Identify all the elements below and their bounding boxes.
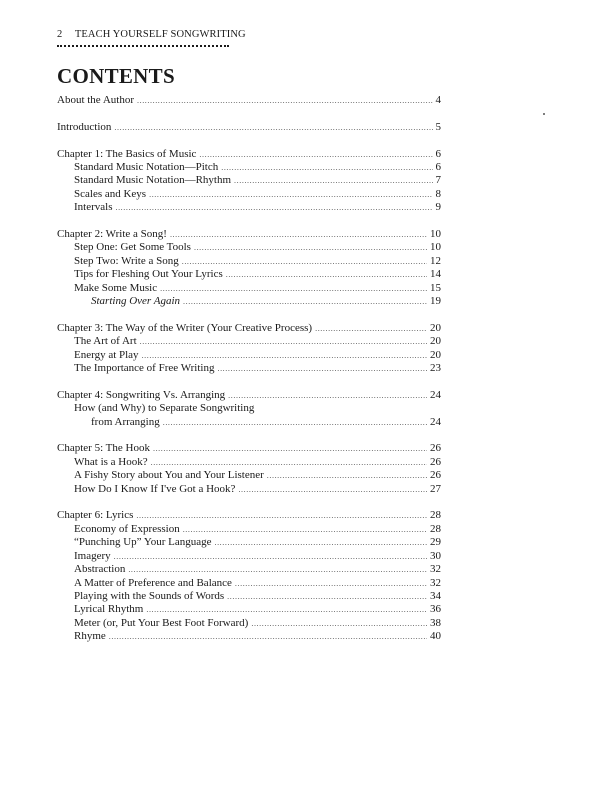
- dot-leader: [137, 94, 433, 107]
- dot-leader: [153, 442, 427, 455]
- toc-page-number: 32: [430, 563, 441, 576]
- toc-entry-label: Economy of Expression: [74, 522, 180, 535]
- dot-leader: [251, 617, 427, 630]
- toc-entry-got-a-hook[interactable]: [57, 483, 441, 496]
- toc-page-number: 7: [435, 174, 441, 187]
- toc-page-number: 23: [430, 362, 441, 375]
- toc-entry-label: Starting Over Again: [91, 295, 181, 308]
- toc-page-number: 8: [435, 187, 441, 200]
- dot-leader: [149, 188, 432, 201]
- dot-leader: [217, 362, 427, 375]
- spacer: [57, 107, 441, 120]
- toc-entry-label: Tips for Fleshing Out Your Lyrics: [74, 268, 223, 281]
- toc-entry-label: Standard Music Notation—Pitch: [74, 161, 219, 173]
- toc-entry-economy-of-expression[interactable]: [57, 523, 441, 536]
- toc-entry-label: Chapter 6: Lyrics: [57, 509, 134, 522]
- toc-entry-lyrical-rhythm[interactable]: [57, 603, 441, 616]
- dot-leader: [114, 550, 427, 563]
- toc-entry-label: How Do I Know If I've Got a Hook?: [74, 482, 236, 495]
- dot-leader: [163, 416, 427, 429]
- toc-page-number: 26: [430, 442, 441, 455]
- toc-entry-label: Chapter 5: The Hook: [57, 442, 150, 455]
- toc-page-number: 30: [430, 549, 441, 562]
- toc-page-number: 38: [430, 616, 441, 629]
- toc-page-number: 4: [435, 94, 441, 106]
- toc-entry-energy-at-play[interactable]: [57, 349, 441, 362]
- toc-entry-rhyme[interactable]: [57, 630, 441, 643]
- toc-entry-step-two[interactable]: [57, 255, 441, 268]
- dot-leader: [183, 295, 427, 308]
- dot-leader: [267, 469, 427, 482]
- dot-leader: [151, 456, 427, 469]
- toc-entry-separate-songwriting-line1[interactable]: [57, 402, 441, 415]
- toc-entry-label: Energy at Play: [74, 348, 139, 361]
- toc-entry-label: Chapter 1: The Basics of Music: [57, 147, 197, 160]
- toc-entry-punching-up[interactable]: [57, 536, 441, 549]
- toc-entry-notation-rhythm[interactable]: [57, 174, 441, 187]
- toc-page-number: 20: [430, 321, 441, 334]
- toc-entry-label: A Fishy Story about You and Your Listener: [74, 469, 264, 482]
- toc-entry-art-of-art[interactable]: [57, 335, 441, 348]
- toc-page-number: 34: [430, 589, 441, 602]
- stray-mark: [543, 113, 545, 115]
- spacer: [57, 215, 441, 228]
- toc-entry-label: Chapter 2: Write a Song!: [57, 228, 167, 241]
- toc-entry-from-arranging[interactable]: [57, 416, 441, 429]
- toc-page-number: 28: [430, 522, 441, 535]
- toc-entry-chapter-1[interactable]: [57, 148, 441, 161]
- toc-page-number: 6: [435, 161, 441, 173]
- toc-entry-what-is-a-hook[interactable]: [57, 456, 441, 469]
- toc-page-number: 10: [430, 228, 441, 241]
- dot-leader: [136, 509, 427, 522]
- toc-page-number: 28: [430, 509, 441, 522]
- toc-page-number: 14: [430, 268, 441, 281]
- dot-leader: [238, 483, 427, 496]
- spacer: [57, 375, 441, 388]
- toc-entry-label: Imagery: [74, 549, 111, 562]
- toc-page-number: 19: [430, 295, 441, 308]
- toc-entry-intervals[interactable]: [57, 201, 441, 214]
- dot-leader: [227, 590, 427, 603]
- toc-entry-free-writing[interactable]: [57, 362, 441, 375]
- toc-page-number: 5: [435, 120, 441, 133]
- toc-page-number: 29: [430, 536, 441, 549]
- toc-entry-label: What is a Hook?: [74, 455, 148, 468]
- toc-page-number: 32: [430, 576, 441, 589]
- toc-entry-chapter-4[interactable]: [57, 389, 441, 402]
- dot-leader: [226, 268, 427, 281]
- toc-page-number: 36: [430, 603, 441, 616]
- toc-entry-label: Step One: Get Some Tools: [74, 241, 191, 254]
- toc-entry-label: Introduction: [57, 120, 112, 133]
- toc-entry-chapter-3[interactable]: [57, 322, 441, 335]
- dot-leader: [194, 241, 427, 254]
- toc-entry-label: Chapter 4: Songwriting Vs. Arranging: [57, 388, 226, 401]
- dot-leader: [183, 523, 427, 536]
- toc-page-number: 20: [430, 348, 441, 361]
- toc-page-number: 12: [430, 254, 441, 267]
- dot-leader: [109, 630, 427, 643]
- toc-entry-label: Intervals: [74, 201, 113, 214]
- toc-entry-label: The Importance of Free Writing: [74, 362, 215, 375]
- toc-entry-label: Standard Music Notation—Rhythm: [74, 174, 232, 187]
- toc-entry-label: The Art of Art: [74, 335, 137, 348]
- toc-entry-about-the-author[interactable]: [57, 94, 441, 107]
- toc-entry-label: Step Two: Write a Song: [74, 254, 179, 267]
- dot-leader: [170, 228, 427, 241]
- toc-entry-imagery[interactable]: [57, 550, 441, 563]
- toc-entry-label: Meter (or, Put Your Best Foot Forward): [74, 616, 249, 629]
- toc-entry-abstraction[interactable]: [57, 563, 441, 576]
- toc-entry-meter[interactable]: [57, 617, 441, 630]
- toc-page-number: 26: [430, 455, 441, 468]
- spacer: [57, 496, 441, 509]
- header-page-number: 2: [57, 29, 63, 40]
- toc-entry-step-one[interactable]: [57, 241, 441, 254]
- toc-entry-label: Lyrical Rhythm: [74, 603, 144, 616]
- toc-entry-label: About the Author: [57, 94, 134, 106]
- toc-entry-label: How (and Why) to Separate Songwriting: [74, 402, 255, 415]
- dot-leader: [228, 389, 427, 402]
- spacer: [57, 429, 441, 442]
- header-dotted-rule: [57, 45, 229, 47]
- header-book-title: TEACH YOURSELF SONGWRITING: [74, 29, 246, 40]
- toc-page-number: 26: [430, 469, 441, 482]
- toc-entry-label: Make Some Music: [74, 281, 158, 294]
- running-header: [57, 29, 246, 40]
- toc-page-number: 40: [430, 630, 441, 643]
- toc-page-number: 24: [430, 388, 441, 401]
- toc-page-number: 10: [430, 241, 441, 254]
- toc-entry-sounds-of-words[interactable]: [57, 590, 441, 603]
- toc-entry-label: Rhyme: [74, 630, 106, 643]
- dot-leader: [142, 349, 427, 362]
- dot-leader: [235, 577, 427, 590]
- toc-entry-starting-over-again[interactable]: [57, 295, 441, 308]
- dot-leader: [115, 201, 432, 214]
- toc-page-number: 24: [430, 415, 441, 428]
- dot-leader: [146, 603, 427, 616]
- dot-leader: [182, 255, 427, 268]
- table-of-contents: [57, 94, 441, 644]
- dot-leader: [199, 148, 432, 161]
- toc-entry-preference-and-balance[interactable]: [57, 577, 441, 590]
- dot-leader: [160, 282, 427, 295]
- dot-leader: [221, 161, 432, 174]
- spacer: [57, 308, 441, 321]
- toc-entry-fleshing-out-lyrics[interactable]: [57, 268, 441, 281]
- dot-leader: [114, 121, 432, 134]
- toc-entry-chapter-5[interactable]: [57, 442, 441, 455]
- toc-entry-label: “Punching Up” Your Language: [74, 536, 212, 549]
- toc-entry-label: Scales and Keys: [74, 187, 147, 200]
- dot-leader: [128, 563, 427, 576]
- toc-entry-label: A Matter of Preference and Balance: [74, 576, 232, 589]
- toc-page-number: 15: [430, 281, 441, 294]
- toc-entry-label: from Arranging: [91, 415, 160, 428]
- toc-entry-label: Abstraction: [74, 563, 126, 576]
- toc-page-number: 9: [435, 201, 441, 214]
- toc-page-number: 20: [430, 335, 441, 348]
- toc-entry-label: Chapter 3: The Way of the Writer (Your Creative Process): [57, 321, 313, 334]
- dot-leader: [214, 536, 427, 549]
- toc-entry-chapter-2[interactable]: [57, 228, 441, 241]
- toc-page-number: 6: [435, 147, 441, 160]
- toc-entry-introduction[interactable]: [57, 121, 441, 134]
- dot-leader: [234, 174, 432, 187]
- dot-leader: [140, 335, 427, 348]
- toc-page-number: 27: [430, 482, 441, 495]
- spacer: [57, 134, 441, 147]
- toc-entry-fishy-story[interactable]: [57, 469, 441, 482]
- toc-entry-scales-and-keys[interactable]: [57, 188, 441, 201]
- toc-entry-label: Playing with the Sounds of Words: [74, 589, 225, 602]
- dot-leader: [315, 322, 427, 335]
- toc-entry-make-some-music[interactable]: [57, 282, 441, 295]
- toc-entry-chapter-6[interactable]: [57, 509, 441, 522]
- toc-entry-notation-pitch[interactable]: [57, 161, 441, 174]
- page-title: CONTENTS: [57, 64, 175, 88]
